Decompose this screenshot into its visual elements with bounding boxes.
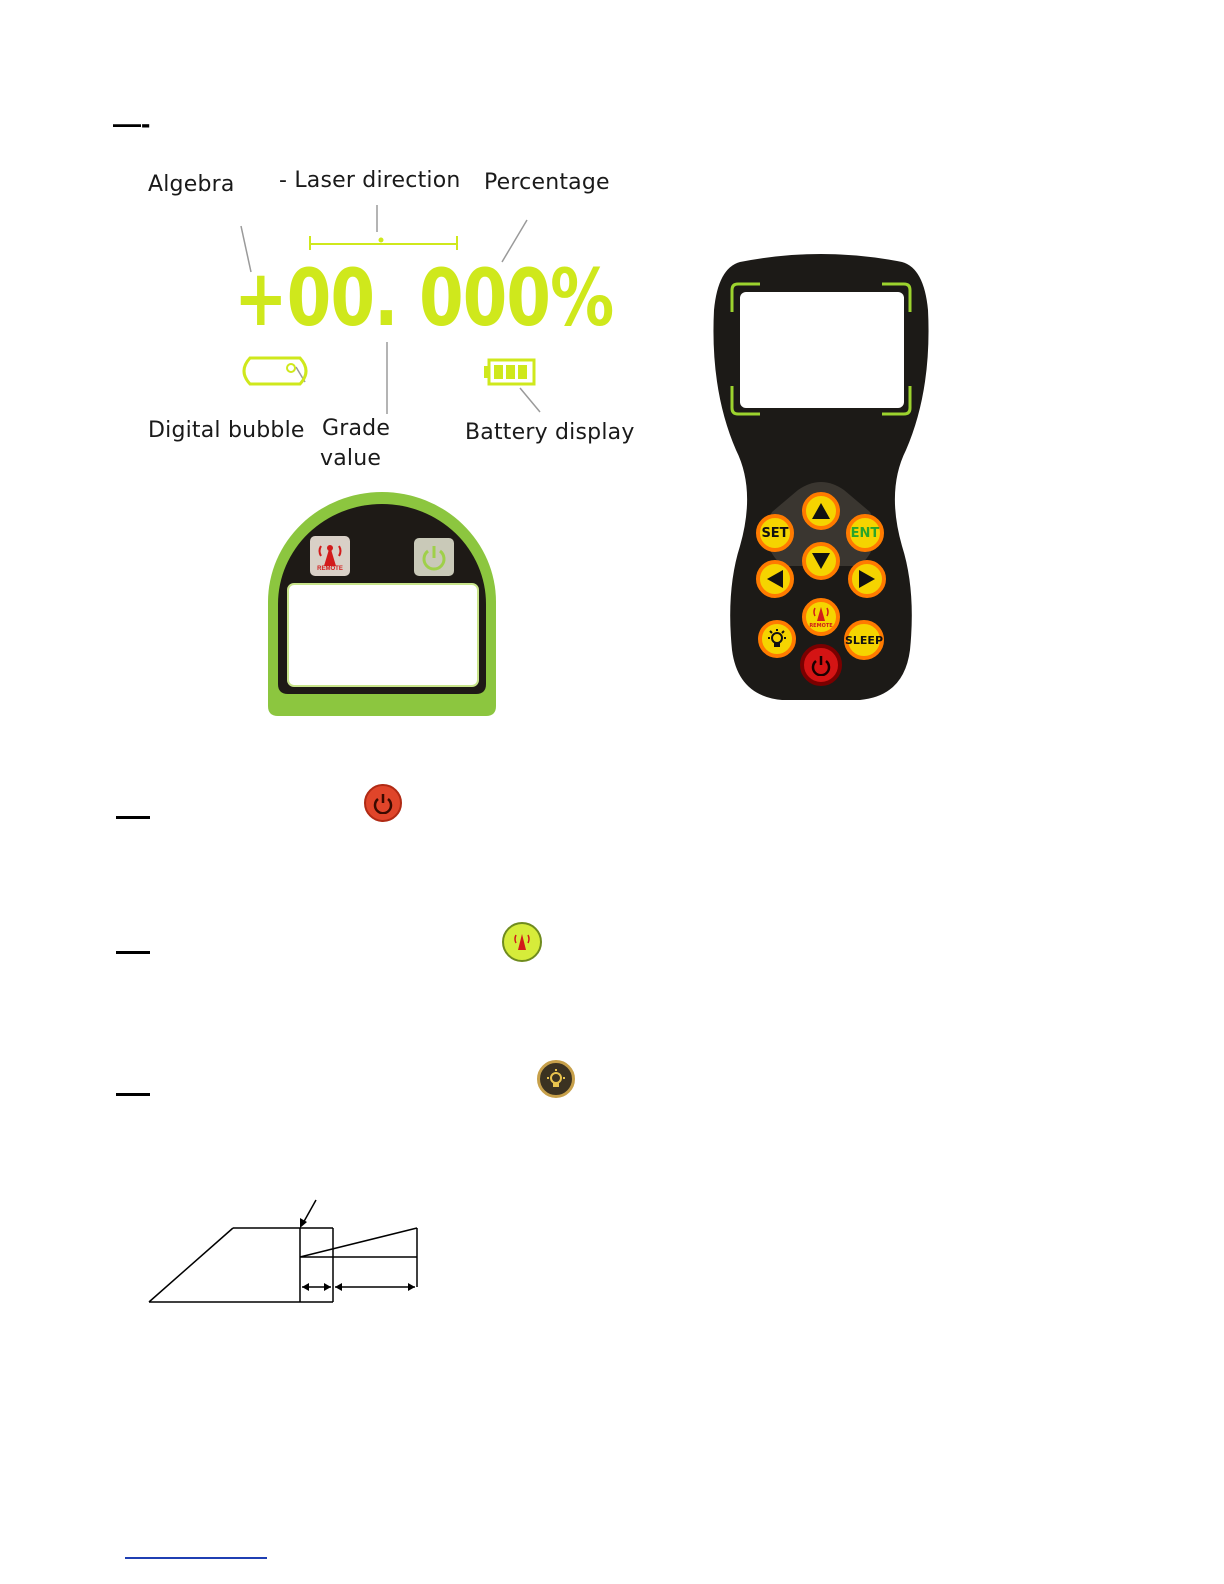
section-rule-light — [116, 1093, 150, 1096]
label-grade-line2: value — [320, 446, 382, 471]
panel-remote-button[interactable] — [310, 536, 350, 576]
key-left[interactable] — [756, 560, 794, 598]
power-icon — [372, 792, 394, 814]
label-algebra: Algebra — [148, 172, 235, 197]
key-light[interactable] — [758, 620, 796, 658]
section-rule-remote — [116, 951, 150, 954]
inline-light-button — [537, 1060, 575, 1098]
receiver-panel-graphic — [268, 492, 496, 716]
receiver-panel — [268, 492, 496, 716]
lcd-grade-readout: +00. 000% — [234, 254, 614, 344]
display-legend-graphics — [0, 0, 700, 480]
key-remote[interactable] — [802, 598, 840, 636]
key-set[interactable]: SET — [756, 514, 794, 552]
key-ent[interactable]: ENT — [846, 514, 884, 552]
panel-remote-label: REMOTE — [317, 566, 343, 572]
label-laser-direction: - Laser direction — [279, 168, 461, 193]
key-up[interactable] — [802, 492, 840, 530]
key-down[interactable] — [802, 542, 840, 580]
key-remote-label: REMOTE — [809, 623, 833, 629]
label-percentage: Percentage — [484, 170, 610, 195]
key-right[interactable] — [848, 560, 886, 598]
key-sleep[interactable]: SLEEP — [844, 620, 884, 660]
label-battery-display: Battery display — [465, 420, 635, 445]
remote-icon — [511, 931, 533, 953]
label-grade-line1: Grade — [322, 416, 391, 441]
arrow-down-icon — [811, 552, 831, 570]
inline-power-button — [364, 784, 402, 822]
key-power[interactable] — [800, 644, 842, 686]
footer-link-underline[interactable] — [125, 1557, 267, 1559]
power-icon — [810, 654, 832, 676]
section-rule-power — [116, 816, 150, 819]
arrow-left-icon — [766, 569, 784, 589]
header-dash: —- — [113, 108, 151, 139]
light-bulb-icon — [766, 628, 788, 650]
arrow-up-icon — [811, 502, 831, 520]
arrow-right-icon — [858, 569, 876, 589]
panel-power-button[interactable] — [414, 538, 454, 576]
remote-icon — [811, 605, 831, 623]
inline-remote-button — [502, 922, 542, 962]
grade-line-diagram — [140, 1195, 430, 1310]
light-bulb-icon — [545, 1068, 567, 1090]
label-digital-bubble: Digital bubble — [148, 418, 305, 443]
power-icon — [414, 538, 454, 576]
